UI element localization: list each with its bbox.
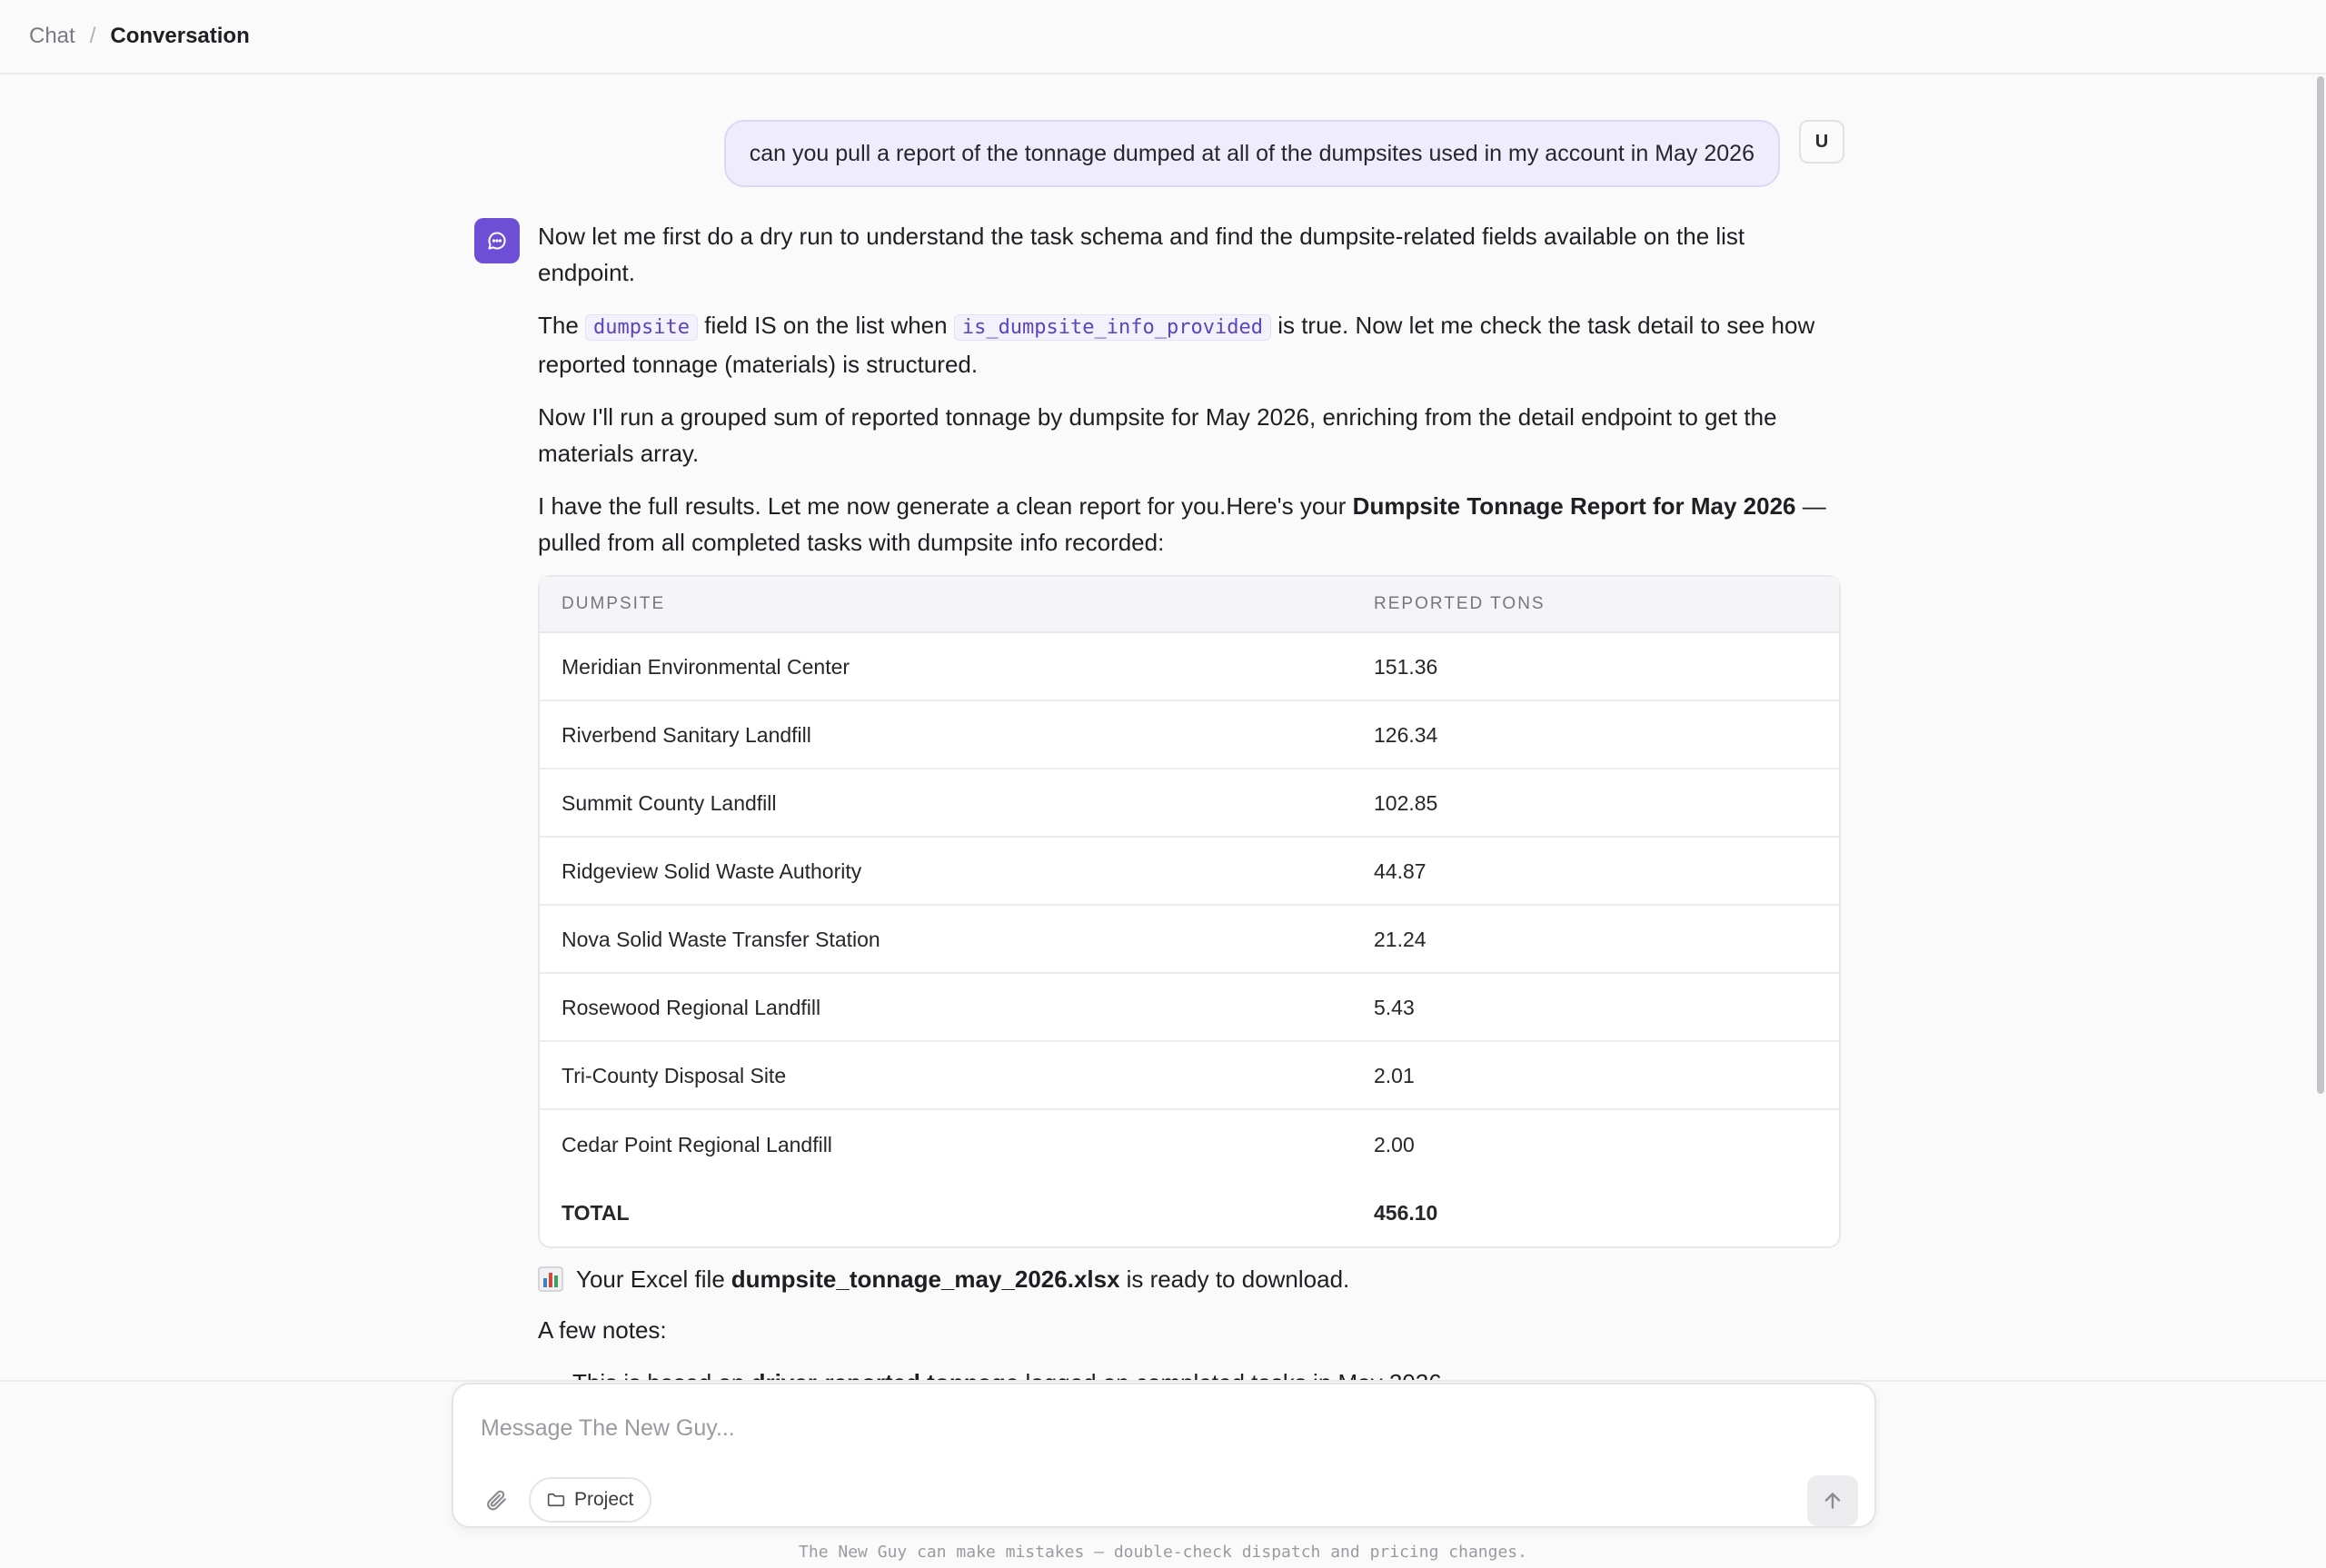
assistant-avatar: [474, 218, 520, 263]
table-row: [540, 906, 1839, 974]
table-total-row: [540, 1178, 1839, 1246]
message-input[interactable]: [481, 1408, 1844, 1448]
user-message-text: can you pull a report of the tonnage dumped at all of the dumpsites used in my account in May 2026: [749, 140, 1754, 166]
report-title: Dumpsite Tonnage Report for May 2026: [1352, 492, 1796, 520]
total-value: 456.10: [1374, 1200, 1438, 1225]
dumpsite-name: Summit County Landfill: [562, 790, 777, 815]
table-row: [540, 1042, 1839, 1110]
folder-icon: [547, 1492, 565, 1508]
excel-file-link[interactable]: dumpsite_tonnage_may_2026.xlsx: [731, 1265, 1120, 1293]
dumpsite-name: Tri-County Disposal Site: [562, 1063, 787, 1087]
text-fragment: Your Excel file: [576, 1265, 725, 1293]
table-row: [540, 633, 1839, 701]
arrow-up-icon: [1821, 1489, 1844, 1513]
text-fragment: field IS on the list when: [698, 312, 954, 339]
text-fragment: — pulled from all completed tasks with dumpsite info recorded:: [538, 492, 1826, 556]
assistant-message: [538, 218, 1843, 1401]
user-avatar: [1799, 120, 1844, 164]
assistant-paragraph: Now I'll run a grouped sum of reported tonnage by dumpsite for May 2026, enriching from the detail endpoint to get the materials array.: [538, 403, 1777, 467]
table-row: [540, 974, 1839, 1042]
project-button[interactable]: [529, 1477, 651, 1523]
dumpsite-name: Nova Solid Waste Transfer Station: [562, 927, 880, 951]
reported-tons: 2.00: [1374, 1132, 1415, 1156]
inline-code: is_dumpsite_info_provided: [954, 314, 1271, 341]
breadcrumb: [0, 0, 2326, 74]
reported-tons: 151.36: [1374, 654, 1438, 679]
breadcrumb-chat-link[interactable]: Chat: [29, 24, 75, 48]
conversation-area[interactable]: [0, 74, 2326, 1381]
breadcrumb-current: Conversation: [110, 24, 250, 48]
reported-tons: 126.34: [1374, 722, 1438, 747]
text-fragment: is true. Now let me check the task detail to see how reported tonnage (materials) is structured.: [538, 312, 1815, 378]
conversation-scrollbar[interactable]: [2315, 74, 2326, 1381]
dumpsite-name: Meridian Environmental Center: [562, 654, 850, 679]
text-fragment: is ready to download.: [1126, 1265, 1350, 1293]
table-row: [540, 1110, 1839, 1178]
reported-tons: 44.87: [1374, 858, 1426, 883]
breadcrumb-separator: /: [89, 24, 96, 48]
attach-button[interactable]: [481, 1484, 512, 1515]
column-header-tons: REPORTED TONS: [1374, 594, 1546, 613]
assistant-paragraph: Now let me first do a dry run to understand the task schema and find the dumpsite-related fields available on the list endpoint.: [538, 223, 1745, 286]
scrollbar-thumb[interactable]: [2317, 76, 2324, 1094]
user-avatar-letter: U: [1814, 131, 1829, 152]
text-fragment: The: [538, 312, 586, 339]
file-ready-line: [538, 1261, 1843, 1297]
reported-tons: 102.85: [1374, 790, 1438, 815]
notes-heading: A few notes:: [538, 1316, 667, 1344]
table-row: [540, 838, 1839, 906]
user-message-bubble: [724, 120, 1780, 187]
dumpsite-name: Ridgeview Solid Waste Authority: [562, 858, 862, 883]
bar-chart-icon: [538, 1266, 563, 1292]
message-composer: [452, 1383, 1876, 1528]
chat-bubble-icon: [486, 230, 508, 252]
reported-tons: 2.01: [1374, 1063, 1415, 1087]
dumpsite-name: Rosewood Regional Landfill: [562, 995, 821, 1019]
paperclip-icon: [484, 1488, 508, 1512]
send-button[interactable]: [1807, 1475, 1858, 1526]
total-label: TOTAL: [562, 1200, 630, 1225]
column-header-dumpsite: DUMPSITE: [562, 594, 666, 613]
table-row: [540, 701, 1839, 769]
disclaimer-text: The New Guy can make mistakes — double-check dispatch and pricing changes.: [799, 1543, 1527, 1562]
inline-code: dumpsite: [585, 314, 698, 341]
user-message-row: [0, 120, 2326, 189]
table-row: [540, 769, 1839, 838]
assistant-paragraph: [538, 488, 1843, 561]
dumpsite-name: Cedar Point Regional Landfill: [562, 1132, 832, 1156]
assistant-paragraph: [538, 307, 1843, 382]
project-button-label: Project: [574, 1489, 634, 1510]
reported-tons: 21.24: [1374, 927, 1426, 951]
table-header: [540, 577, 1839, 633]
dumpsite-name: Riverbend Sanitary Landfill: [562, 722, 811, 747]
table-body: [540, 633, 1839, 1178]
text-fragment: I have the full results. Let me now generate a clean report for you.Here's your: [538, 492, 1353, 520]
reported-tons: 5.43: [1374, 995, 1415, 1019]
tonnage-report-table: [538, 575, 1841, 1248]
